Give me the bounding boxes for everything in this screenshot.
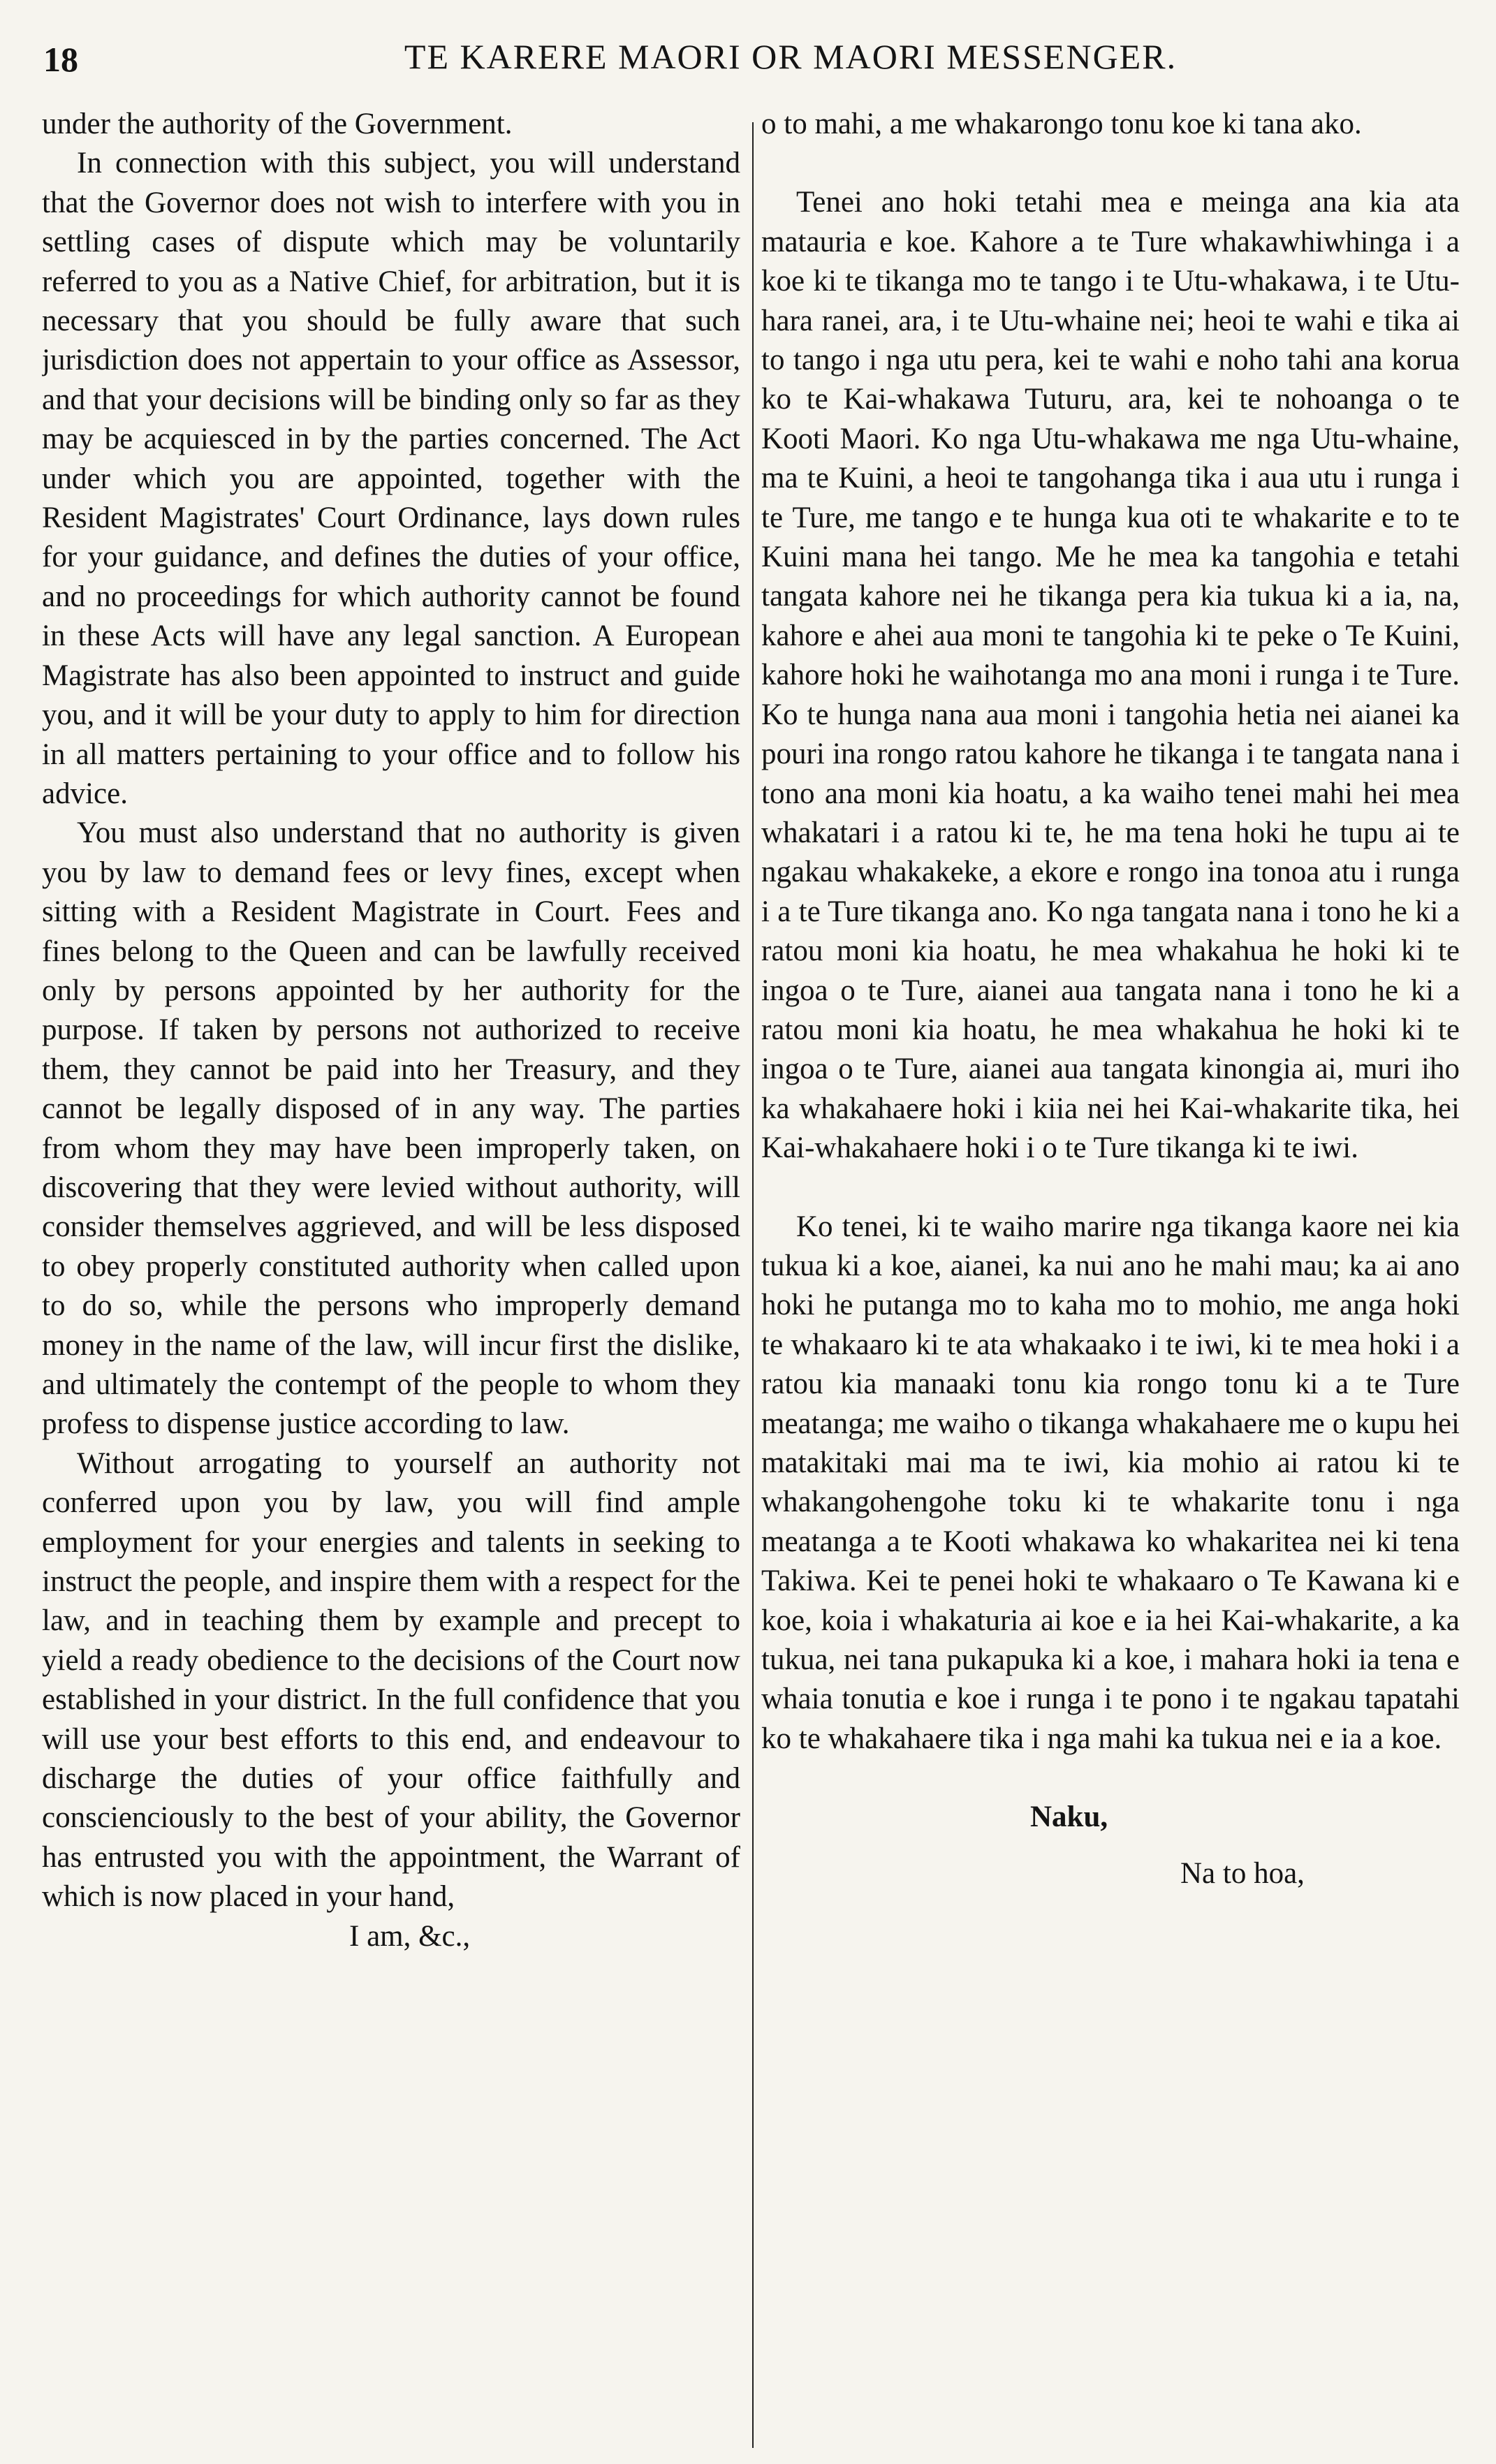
column-divider (752, 122, 754, 2448)
page-header (43, 34, 1454, 89)
right-signature: Naku, (1030, 1801, 1108, 1834)
page-number: 18 (43, 40, 78, 79)
left-paragraph-2: In connection with this subject, you will understand that the Governor does not wish to interfere with you in settling cases of dispute which may be voluntarily referred to you as a Native Chief, for arbitration, but it is necessary that you should be fully aware that such jurisdiction does not appertain to your office as Assessor, and that your decisions will be binding only so far as they may be acquiesced in by the parties concerned. The Act under which you are appointed, together with the Resident Magistrates' Court Ordinance, lays down rules for your guidance, and defines the duties of your office, and no proceedings for which authority cannot be found in these Acts will have any legal sanction. A European Magistrate has also been appointed to instruct and guide you, and it will be your duty to apply to him for direction in all matters pertaining to your office and to follow his advice. (42, 147, 740, 810)
running-title: TE KARERE MAORI OR MAORI MESSENGER. (404, 37, 1178, 76)
left-closing: I am, &c., (349, 1919, 471, 1953)
left-paragraph-3: You must also understand that no authority is given you by law to demand fees or levy fines, except when sitting with a Resident Magistrate in Court. Fees and fines belong to the Queen and can be lawfully received only by persons appointed by her authority for the purpose. If taken by persons not authorized to receive them, they cannot be paid into her Treasury, and they cannot be legally disposed of in any way. The parties from whom they may have been improperly taken, on discovering that they were levied without authority, will consider themselves aggrieved, and will be less disposed to obey properly constituted authority when called upon to do so, while the persons who improperly demand money in the name of the law, will incur first the dislike, and ultimately the contempt of the people to whom they profess to dispense justice according to law. (42, 816, 740, 1441)
left-paragraph-4: Without arrogating to yourself an authority not conferred upon you by law, you will find ample employment for your energies and talents in seeking to instruct the people, and inspire them with a respect for the law, and in teaching them by example and precept to yield a ready obedience to the decisions of the Court now established in your district. In the full confidence that you will use your best efforts to this end, and endeavour to discharge the duties of your office faithfully and conscienciously to the best of your ability, the Governor has entrusted you with the appointment, the Warrant of which is now placed in your hand, (42, 1446, 740, 1914)
left-paragraph-1: under the authority of the Government. (42, 108, 513, 140)
right-paragraph-2: Tenei ano hoki tetahi mea e meinga ana kia ata matauria e koe. Kahore a te Ture whakawhiwhinga i a koe ki te tikanga mo te tango i te Utu-whakawa, i te Utu-hara ranei, ara, i te Utu-whaine nei; heoi te wahi e tika ai to tango i nga utu pera, kei te wahi e noho tahi ana korua ko te Kai-whakawa Tuturu, ara, kei te nohoanga o te Kooti Maori. Ko nga Utu-whakawa me nga Utu-whaine, ma te Kuini, a heoi te tangohanga tika i aua utu i runga i te Ture, me tango e te hunga kua oti te whakarite e to te Kuini mana hei tango. Me he mea ka tangohia e tetahi tangata kahore nei he tikanga pera kia tukua ki a ia, na, kahore e ahei aua moni te tangohia ki te peke o Te Kuini, kahore hoki he waihotanga mo ana moni i runga i te Ture. Ko te hunga nana aua moni i tangohia hetia nei aianei ka pouri ina rongo ratou kahore he tikanga i te tangata nana i tono ana moni kia hoatu, a ka waiho tenei mahi hei mea whakatari i a ratou ki te, he ma tena hoki he tupu ai te ngakau whakakeke, a ekore e rongo ina tonoa atu i runga i a te Ture tikanga ano. Ko nga tangata nana i tono he ki a ratou moni kia hoatu, he mea whakahua he hoki ki te ingoa o te Ture, aianei aua tangata nana i tono he ki a ratou moni kia hoatu, he mea whakahua he hoki ki te ingoa o te Ture, aianei aua tangata kinongia ai, muri iho ka whakahaere hoki i kiia nei hei Kai-whakarite tika, hei Kai-whakahaere hoki i o te Ture tikanga ki te iwi. (761, 186, 1460, 1165)
left-column (42, 105, 740, 2430)
right-paragraph-3: Ko tenei, ki te waiho marire nga tikanga kaore nei kia tukua ki a koe, aianei, ka nui ano he mahi mau; ka ai ano hoki he putanga mo to kaha mo to mohio, me anga hoki te whakaaro ki te ata whakaako i te iwi, ki te mea hoki i a ratou kia manaaki tonu kia rongo tonu ki a te Ture meatanga; me waiho o tikanga whakahaere me o kupu hei matakitaki mai ma te iwi, kia mohio ai ratou ki te whakangohengohe toku ki te whakarite tonu i nga meatanga a te Kooti whakawa ko whakaritea nei ki tena Takiwa. Kei te penei hoki te whakaaro o Te Kawana ki e koe, koia i whakaturia ai koe e ia hei Kai-whakarite, a ka tukua, nei tana pukapuka ki a koe, i mahara hoki ia tena e whaia tonutia e koe i runga i te pono i te ngakau tapatahi ko te whakahaere tika i nga mahi ka tukua nei e ia a koe. (761, 1210, 1460, 1755)
right-paragraph-1: o to mahi, a me whakarongo tonu koe ki tana ako. (761, 108, 1362, 140)
right-closing: Na to hoa, (1180, 1856, 1305, 1890)
right-column (761, 105, 1460, 2430)
